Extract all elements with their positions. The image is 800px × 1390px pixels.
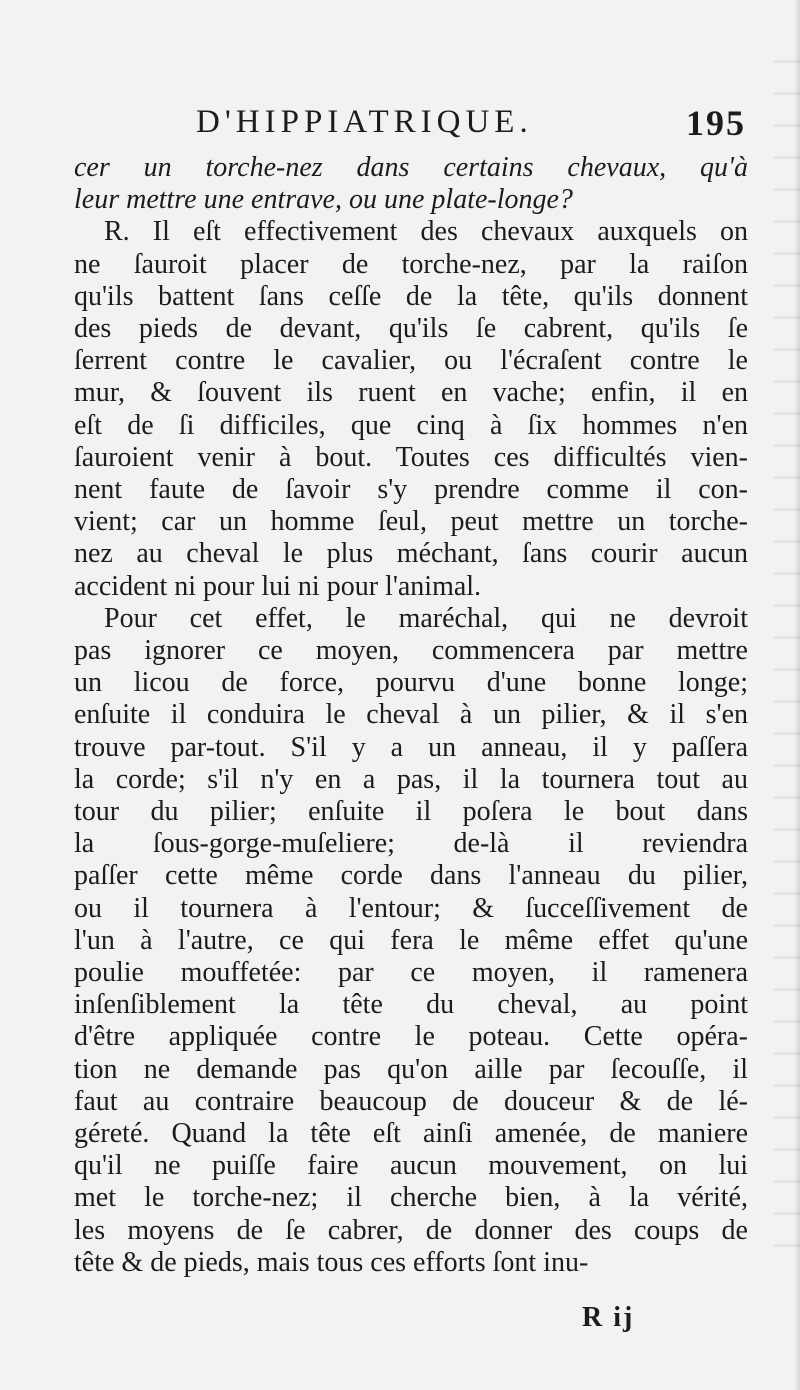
paragraph-line: géreté. Quand la tête eſt ainſi amenée, de maniere <box>74 1118 748 1149</box>
paragraph-line: accident ni pour lui ni pour l'animal. <box>74 571 482 602</box>
paragraph-line: eſt de ſi difficiles, que cinq à ſix hommes n'en <box>74 410 748 441</box>
page-edge-shadow <box>794 0 800 1390</box>
question-line: cer un torche-nez dans certains chevaux, qu'à <box>74 152 748 183</box>
paragraph-line: faut au contraire beaucoup de douceur & de lé- <box>74 1086 748 1117</box>
paragraph-line: la corde; s'il n'y en a pas, il la tournera tout au <box>74 764 748 795</box>
paragraph-line: l'un à l'autre, ce qui fera le même effet qu'une <box>74 925 748 956</box>
paragraph-line: ou il tournera à l'entour; & ſucceſſivement de <box>74 893 748 924</box>
paragraph-line: un licou de force, pourvu d'une bonne longe; <box>74 667 748 698</box>
paragraph-line: tour du pilier; enſuite il poſera le bout dans <box>74 796 748 827</box>
paragraph-line: Pour cet effet, le maréchal, qui ne devroit <box>104 603 748 634</box>
paragraph-line: met le torche-nez; il cherche bien, à la vérité, <box>74 1182 748 1213</box>
paragraph-line: poulie mouffetée: par ce moyen, il ramenera <box>74 957 748 988</box>
paragraph-line: nent faute de ſavoir s'y prendre comme il con- <box>74 474 748 505</box>
paragraph-line: R. Il eſt effectivement des chevaux auxquels on <box>104 216 748 247</box>
paragraph-line: tête & de pieds, mais tous ces efforts ſont inu- <box>74 1247 589 1278</box>
paragraph-line: mur, & ſouvent ils ruent en vache; enfin, il en <box>74 377 748 408</box>
paragraph-line: tion ne demande pas qu'on aille par ſecouſſe, il <box>74 1054 748 1085</box>
paragraph-line: vient; car un homme ſeul, peut mettre un torche- <box>74 506 748 537</box>
paragraph-line: des pieds de devant, qu'ils ſe cabrent, qu'ils ſe <box>74 313 748 344</box>
paragraph-line: paſſer cette même corde dans l'anneau du pilier, <box>74 860 748 891</box>
paragraph-line: inſenſiblement la tête du cheval, au point <box>74 989 748 1020</box>
running-head-title: D'HIPPIATRIQUE. <box>196 104 533 140</box>
paragraph-line: qu'ils battent ſans ceſſe de la tête, qu'ils donnent <box>74 281 748 312</box>
paragraph-line: ſerrent contre le cavalier, ou l'écraſent contre le <box>74 345 748 376</box>
paragraph-line: la ſous-gorge-muſeliere; de-là il reviendra <box>74 828 748 859</box>
paragraph-line: nez au cheval le plus méchant, ſans courir aucun <box>74 538 748 569</box>
paragraph-line: d'être appliquée contre le poteau. Cette opéra- <box>74 1021 748 1052</box>
paragraph-line: trouve par-tout. S'il y a un anneau, il y paſſera <box>74 732 748 763</box>
running-head <box>196 104 766 148</box>
signature-mark: R ij <box>582 1302 635 1333</box>
question-line: leur mettre une entrave, ou une plate-longe? <box>74 184 573 215</box>
paragraph-line: les moyens de ſe cabrer, de donner des coups de <box>74 1215 748 1246</box>
paragraph-line: enſuite il conduira le cheval à un pilier, & il s'en <box>74 699 748 730</box>
page-number: 195 <box>686 103 746 143</box>
paragraph-line: ſauroient venir à bout. Toutes ces difficultés vien- <box>74 442 748 473</box>
paragraph-line: qu'il ne puiſſe faire aucun mouvement, on lui <box>74 1150 748 1181</box>
paragraph-line: pas ignorer ce moyen, commencera par mettre <box>74 635 748 666</box>
paragraph-line: ne ſauroit placer de torche-nez, par la raiſon <box>74 249 748 280</box>
